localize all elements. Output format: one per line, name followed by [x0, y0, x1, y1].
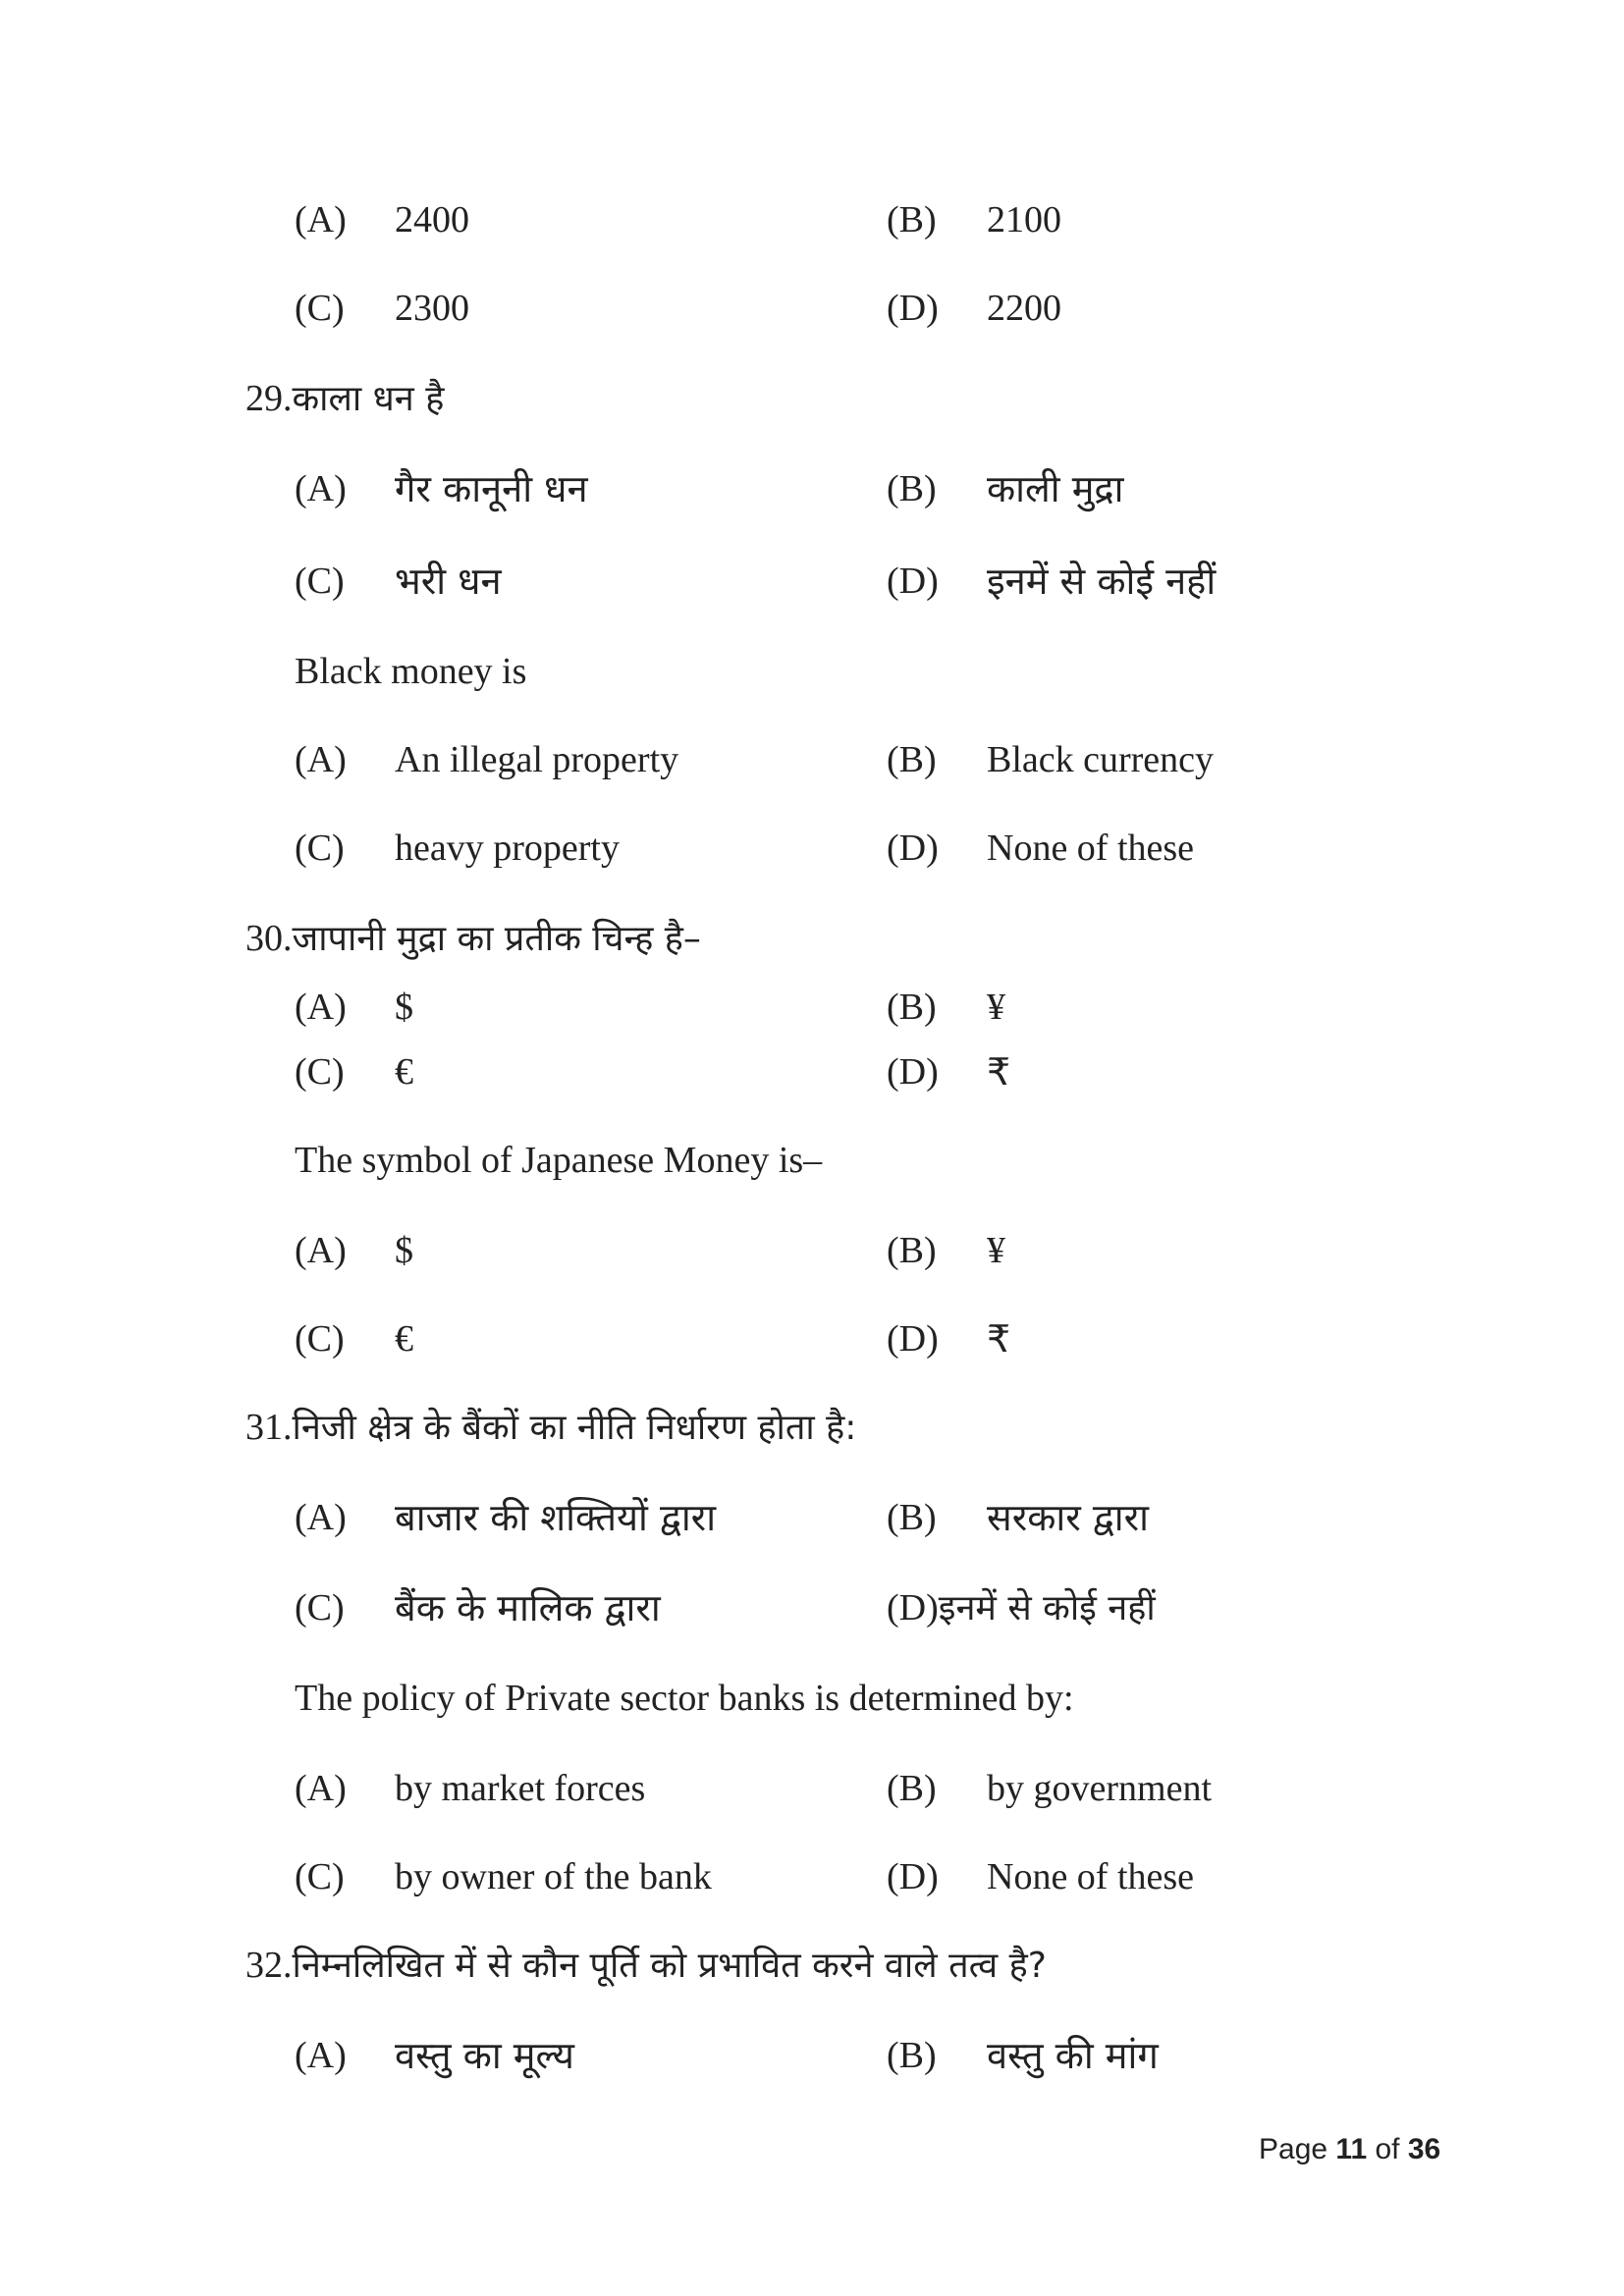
page-word: Page — [1259, 2133, 1328, 2165]
option-text: भरी धन — [395, 560, 502, 603]
option-label: (B) — [887, 199, 937, 240]
question-29-english: Black money is — [295, 651, 527, 692]
option-31-d-hindi — [887, 1584, 1156, 1632]
total-pages-number: 36 — [1407, 2133, 1441, 2165]
option-label: (B) — [887, 1497, 937, 1538]
question-text: काला धन है — [292, 379, 445, 419]
option-text: 2200 — [987, 288, 1061, 329]
option-label: (B) — [887, 468, 937, 509]
option-text: 2300 — [395, 288, 469, 329]
question-32-hindi — [245, 1942, 1047, 1990]
of-word: of — [1375, 2133, 1400, 2165]
option-text: वस्तु की मांग — [987, 2034, 1159, 2077]
option-label: (A) — [295, 1230, 347, 1271]
option-label: (D) — [887, 1318, 939, 1360]
option-label: (C) — [295, 1587, 345, 1629]
option-label: (B) — [887, 2035, 937, 2076]
option-label: (C) — [295, 561, 345, 602]
option-text: by government — [987, 1768, 1213, 1809]
question-29-hindi — [245, 375, 444, 423]
option-text: $ — [395, 1230, 413, 1271]
question-number: 29. — [245, 378, 293, 419]
question-30-english: The symbol of Japanese Money is– — [295, 1140, 823, 1181]
option-label: (A) — [295, 987, 347, 1028]
option-label: (C) — [295, 288, 345, 329]
option-text: None of these — [987, 828, 1195, 869]
option-text: heavy property — [395, 828, 620, 869]
question-31-hindi — [245, 1404, 856, 1452]
option-text: वस्तु का मूल्य — [395, 2034, 574, 2077]
option-text: इनमें से कोई नहीं — [987, 560, 1217, 603]
option-label: (A) — [295, 2035, 347, 2076]
option-text: बाजार की शक्तियों द्वारा — [395, 1496, 717, 1539]
option-label: (D) — [887, 1051, 939, 1093]
option-label: (A) — [295, 468, 347, 509]
option-text: 2400 — [395, 199, 469, 240]
option-label: (D) — [887, 828, 939, 869]
option-label: (B) — [887, 987, 937, 1028]
option-label: (A) — [295, 1768, 347, 1809]
option-label: (D) — [887, 288, 939, 329]
option-text: None of these — [987, 1856, 1195, 1897]
option-label: (B) — [887, 1768, 937, 1809]
page-footer — [1259, 2130, 1440, 2169]
question-number: 31. — [245, 1407, 293, 1448]
current-page-number: 11 — [1335, 2133, 1368, 2165]
option-text: € — [395, 1318, 413, 1360]
option-label: (D) — [887, 1587, 939, 1629]
question-text: निम्नलिखित में से कौन पूर्ति को प्रभावित करने वाले तत्व है? — [292, 1946, 1047, 1986]
option-text: € — [395, 1051, 413, 1093]
option-text: ¥ — [987, 987, 1005, 1028]
option-label: (A) — [295, 739, 347, 780]
option-text: ₹ — [987, 1050, 1011, 1094]
option-label: (C) — [295, 1051, 345, 1093]
option-text: An illegal property — [395, 739, 679, 780]
question-number: 32. — [245, 1945, 293, 1986]
question-30-hindi — [245, 915, 701, 963]
option-text: सरकार द्वारा — [987, 1496, 1149, 1539]
option-label: (A) — [295, 199, 347, 240]
option-label: (B) — [887, 1230, 937, 1271]
option-text: Black currency — [987, 739, 1215, 780]
option-text: by owner of the bank — [395, 1856, 712, 1897]
question-text: जापानी मुद्रा का प्रतीक चिन्ह है– — [292, 919, 701, 959]
option-label: (A) — [295, 1497, 347, 1538]
option-text: गैर कानूनी धन — [395, 467, 588, 510]
option-label: (C) — [295, 1318, 345, 1360]
question-number: 30. — [245, 918, 293, 959]
option-text: काली मुद्रा — [987, 467, 1124, 510]
question-31-english: The policy of Private sector banks is determined by: — [295, 1678, 1074, 1719]
option-text: by market forces — [395, 1768, 646, 1809]
option-label: (C) — [295, 828, 345, 869]
option-text: बैंक के मालिक द्वारा — [395, 1586, 661, 1629]
option-text: 2100 — [987, 199, 1061, 240]
option-label: (C) — [295, 1856, 345, 1897]
option-text: ₹ — [987, 1317, 1011, 1361]
option-text: ¥ — [987, 1230, 1005, 1271]
option-label: (D) — [887, 561, 939, 602]
question-text: निजी क्षेत्र के बैंकों का नीति निर्धारण होता है: — [292, 1408, 857, 1448]
option-label: (B) — [887, 739, 937, 780]
option-text: इनमें से कोई नहीं — [938, 1588, 1156, 1629]
option-text: $ — [395, 987, 413, 1028]
option-label: (D) — [887, 1856, 939, 1897]
